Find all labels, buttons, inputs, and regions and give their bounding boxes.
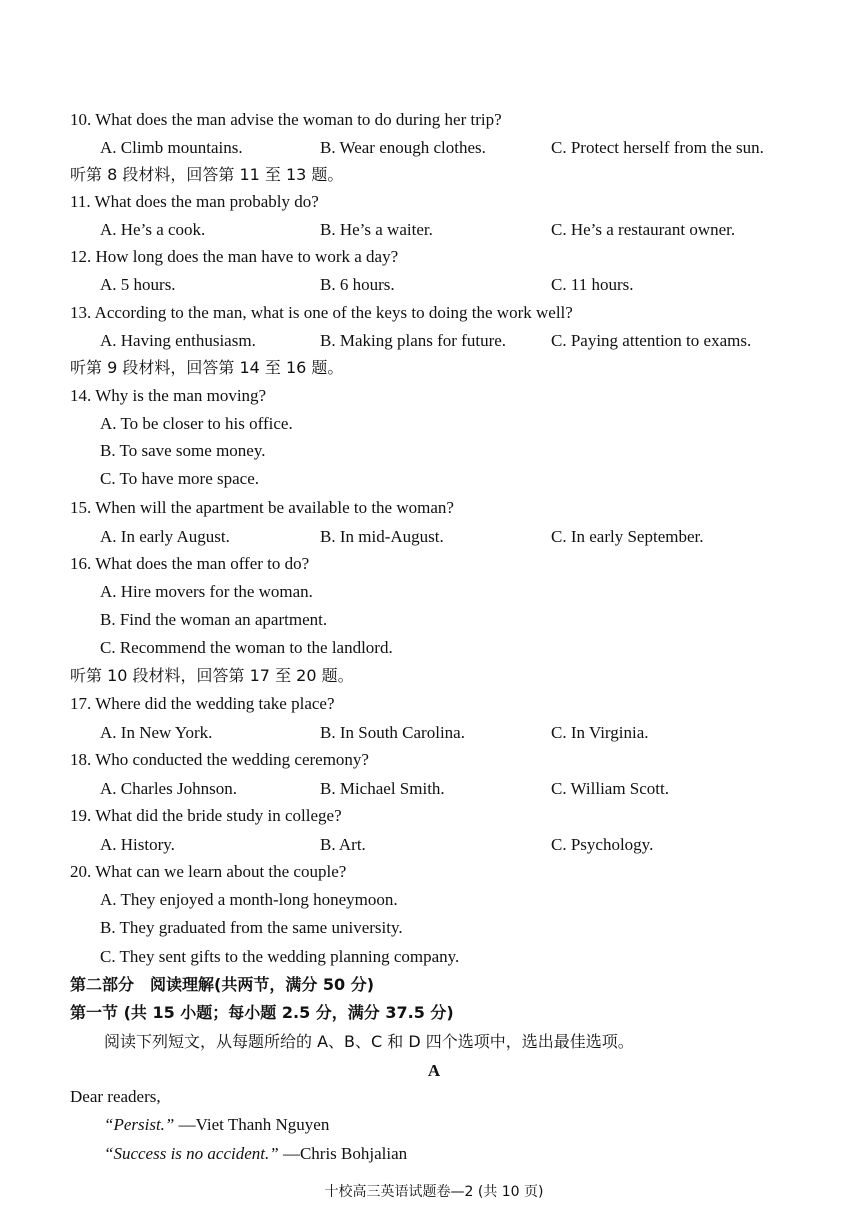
question-stem: 15. When will the apartment be available to the woman? [70, 498, 454, 517]
section-title: 第一节 (共 15 小题；每小题 2.5 分，满分 37.5 分) [70, 1003, 454, 1022]
question-stem: 14. Why is the man moving? [70, 386, 267, 405]
question-13 [0, 299, 868, 327]
option-c: C. In Virginia. [551, 723, 649, 742]
greeting-line [0, 1083, 868, 1111]
greeting: Dear readers, [70, 1087, 161, 1106]
question-stem: 18. Who conducted the wedding ceremony? [70, 750, 369, 769]
question-18 [0, 746, 868, 774]
option-a: A. Climb mountains. [100, 138, 243, 157]
part-title: 第二部分 阅读理解(共两节，满分 50 分) [70, 975, 375, 994]
option-a: A. To be closer to his office. [100, 414, 293, 433]
part-2-section-1 [0, 999, 868, 1027]
quote-author: —Viet Thanh Nguyen [174, 1115, 330, 1134]
question-stem: 20. What can we learn about the couple? [70, 862, 347, 881]
question-20-option-a [0, 886, 868, 914]
option-b: B. Find the woman an apartment. [100, 610, 328, 629]
quote-line [104, 1111, 329, 1139]
option-b: B. Art. [320, 835, 366, 854]
question-16-option-b [0, 606, 868, 634]
option-b: B. Michael Smith. [320, 779, 445, 798]
question-stem: 16. What does the man offer to do? [70, 554, 310, 573]
quote-2 [0, 1140, 868, 1168]
option-b: B. In South Carolina. [320, 723, 465, 742]
quote-line [104, 1140, 407, 1168]
part-2-title [0, 971, 868, 999]
option-c: C. Paying attention to exams. [551, 331, 752, 350]
page-footer: 十校高三英语试题卷—2 (共 10 页) [324, 1184, 544, 1200]
option-b: B. In mid-August. [320, 527, 444, 546]
question-10 [0, 106, 868, 134]
section-instruction: 听第 10 段材料，回答第 17 至 20 题。 [70, 666, 354, 685]
question-14 [0, 382, 868, 410]
passage-letter: A [427, 1061, 441, 1080]
question-18-options [0, 775, 868, 803]
question-12-options [0, 271, 868, 299]
option-b: B. To save some money. [100, 441, 266, 460]
question-14-option-a [0, 410, 868, 438]
question-15 [0, 494, 868, 522]
question-14-option-c [0, 465, 868, 493]
quote-author: —Chris Bohjalian [278, 1144, 408, 1163]
option-a: A. In New York. [100, 723, 213, 742]
question-10-options [0, 134, 868, 162]
question-stem: 12. How long does the man have to work a day? [70, 247, 399, 266]
question-19 [0, 802, 868, 830]
option-b: B. He’s a waiter. [320, 220, 433, 239]
quote-1 [0, 1111, 868, 1139]
option-a: A. Having enthusiasm. [100, 331, 256, 350]
question-20-option-b [0, 914, 868, 942]
quote-text: “Success is no accident.” [104, 1144, 279, 1163]
option-c: C. They sent gifts to the wedding planning company. [100, 947, 460, 966]
question-12 [0, 243, 868, 271]
question-17-options [0, 719, 868, 747]
option-a: A. Charles Johnson. [100, 779, 237, 798]
option-a: A. They enjoyed a month-long honeymoon. [100, 890, 398, 909]
option-b: B. They graduated from the same university. [100, 918, 403, 937]
option-c: C. Psychology. [551, 835, 654, 854]
reading-instruction [0, 1028, 868, 1056]
option-a: A. 5 hours. [100, 275, 176, 294]
option-c: C. 11 hours. [551, 275, 634, 294]
question-stem: 11. What does the man probably do? [70, 192, 319, 211]
question-11 [0, 188, 868, 216]
option-a: A. Hire movers for the woman. [100, 582, 313, 601]
question-16 [0, 550, 868, 578]
option-a: A. He’s a cook. [100, 220, 206, 239]
section-instruction: 听第 8 段材料，回答第 11 至 13 题。 [70, 165, 344, 184]
question-14-option-b [0, 437, 868, 465]
option-a: A. In early August. [100, 527, 230, 546]
question-stem: 17. Where did the wedding take place? [70, 694, 335, 713]
question-stem: 19. What did the bride study in college? [70, 806, 342, 825]
option-c: C. He’s a restaurant owner. [551, 220, 736, 239]
question-16-option-a [0, 578, 868, 606]
question-17 [0, 690, 868, 718]
question-stem: 13. According to the man, what is one of the keys to doing the work well? [70, 303, 573, 322]
question-20 [0, 858, 868, 886]
option-c: C. William Scott. [551, 779, 670, 798]
section-header-8 [0, 161, 868, 189]
option-c: C. Protect herself from the sun. [551, 138, 764, 157]
question-20-option-c [0, 943, 868, 971]
instruction-text: 阅读下列短文，从每题所给的 A、B、C 和 D 四个选项中，选出最佳选项。 [104, 1032, 634, 1051]
option-b: B. Wear enough clothes. [320, 138, 486, 157]
question-11-options [0, 216, 868, 244]
section-instruction: 听第 9 段材料，回答第 14 至 16 题。 [70, 358, 344, 377]
question-stem: 10. What does the man advise the woman to do during her trip? [70, 110, 502, 129]
quote-text: “Persist.” [104, 1115, 175, 1134]
section-header-9 [0, 354, 868, 382]
question-19-options [0, 831, 868, 859]
option-c: C. In early September. [551, 527, 704, 546]
section-header-10 [0, 662, 868, 690]
question-13-options [0, 327, 868, 355]
option-b: B. Making plans for future. [320, 331, 507, 350]
question-16-option-c [0, 634, 868, 662]
option-c: C. Recommend the woman to the landlord. [100, 638, 393, 657]
option-a: A. History. [100, 835, 175, 854]
question-15-options [0, 523, 868, 551]
option-b: B. 6 hours. [320, 275, 395, 294]
passage-label [0, 1057, 868, 1085]
option-c: C. To have more space. [100, 469, 260, 488]
